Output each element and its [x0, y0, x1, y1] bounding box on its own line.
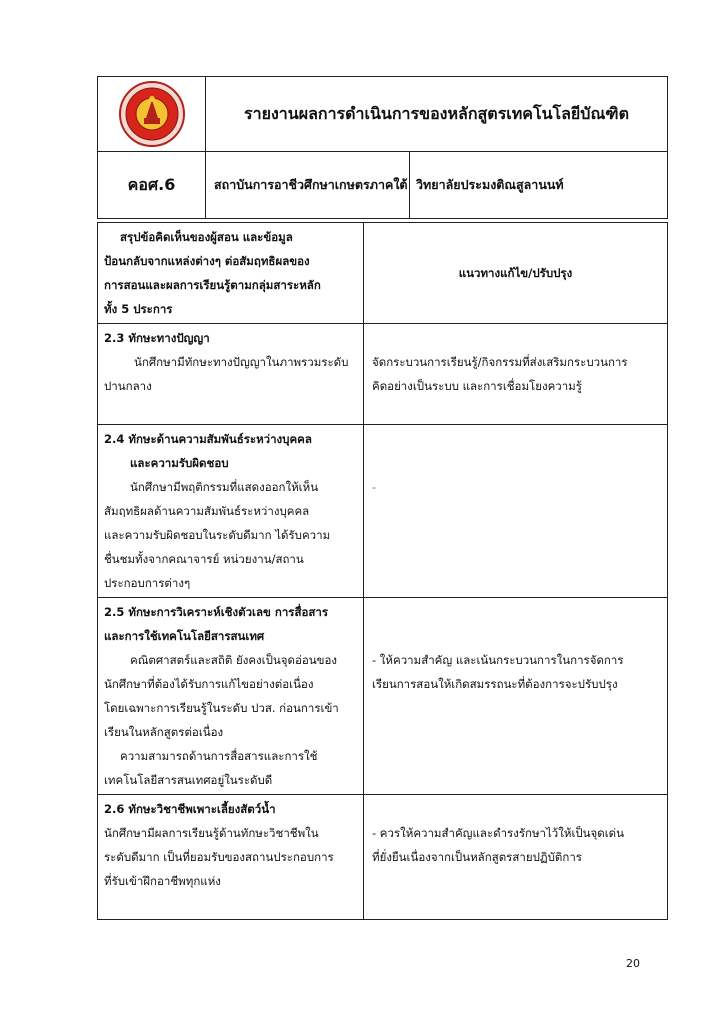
logo-cell — [98, 77, 206, 152]
row-right-cell — [364, 795, 668, 920]
vocational-education-seal-icon — [115, 80, 189, 148]
section-body-line: เทคโนโลยีสารสนเทศอยู่ในระดับดี — [104, 773, 273, 787]
response-line: เรียนการสอนให้เกิดสมรรถนะที่ต้องการจะปรับปรุง — [372, 677, 618, 691]
row-right-cell — [364, 425, 668, 598]
table-row — [98, 598, 668, 795]
form-code: คอศ.6 — [98, 152, 206, 219]
section-body-line: นักศึกษามีพฤติกรรมที่แสดงออกให้เห็น — [130, 480, 319, 494]
header-left-cell — [98, 223, 364, 324]
section-body-line: ปานกลาง — [104, 379, 152, 393]
section-title: 2.4 ทักษะด้านความสัมพันธ์ระหว่างบุคคล — [104, 432, 312, 446]
section-body-line: ระดับดีมาก เป็นที่ยอมรับของสถานประกอบการ — [104, 850, 334, 864]
section-body-line: คณิตศาสตร์และสถิติ ยังคงเป็นจุดอ่อนของ — [130, 653, 338, 667]
table-row — [98, 795, 668, 920]
section-body-line: นักศึกษามีทักษะทางปัญญาในภาพรวมระดับ — [134, 355, 349, 369]
header-left-line: การสอนและผลการเรียนรู้ตามกลุ่มสาระหลัก — [104, 278, 321, 292]
row-right-cell — [364, 324, 668, 425]
response-line: ที่ยั่งยืนเนื่องจากเป็นหลักสูตรสายปฏิบัติการ — [372, 850, 582, 864]
section-body-line: ชื่นชมทั้งจากคณาจารย์ หน่วยงาน/สถาน — [104, 552, 304, 566]
header-left-line: ทั้ง 5 ประการ — [104, 302, 173, 316]
section-title: 2.3 ทักษะทางปัญญา — [104, 331, 210, 345]
section-body-line: นักศึกษามีผลการเรียนรู้ด้านทักษะวิชาชีพใน — [104, 826, 319, 840]
row-left-cell — [98, 795, 364, 920]
section-body-line: และความรับผิดชอบในระดับดีมาก ได้รับความ — [104, 528, 331, 542]
header-right-cell: แนวทางแก้ไข/ปรับปรุง — [364, 223, 668, 324]
response-line: - — [372, 480, 377, 494]
table-row — [98, 324, 668, 425]
response-line: คิดอย่างเป็นระบบ และการเชื่อมโยงความรู้ — [372, 379, 582, 393]
institute-name: สถาบันการอาชีวศึกษาเกษตรภาคใต้ — [206, 152, 410, 219]
row-left-cell — [98, 425, 364, 598]
row-right-cell — [364, 598, 668, 795]
report-title: รายงานผลการดำเนินการของหลักสูตรเทคโนโลยีบัณฑิต — [206, 77, 668, 152]
row-left-cell — [98, 324, 364, 425]
table-header-row — [98, 223, 668, 324]
section-title: 2.5 ทักษะการวิเคราะห์เชิงตัวเลข การสื่อสาร — [104, 605, 329, 619]
section-title-cont: และการใช้เทคโนโลยีสารสนเทศ — [104, 629, 265, 643]
section-title: 2.6 ทักษะวิชาชีพเพาะเลี้ยงสัตว์น้ำ — [104, 802, 276, 816]
section-body-line: นักศึกษาที่ต้องได้รับการแก้ไขอย่างต่อเนื่อง — [104, 677, 314, 691]
section-title-cont: และความรับผิดชอบ — [130, 456, 229, 470]
header-left-line: สรุปข้อคิดเห็นของผู้สอน และข้อมูล — [120, 230, 293, 244]
section-body-line: สัมฤทธิผลด้านความสัมพันธ์ระหว่างบุคคล — [104, 504, 310, 518]
section-body-line: โดยเฉพาะการเรียนรู้ในระดับ ปวส. ก่อนการเข้า — [104, 701, 339, 715]
report-header-table — [97, 76, 668, 219]
row-left-cell — [98, 598, 364, 795]
page-number: 20 — [626, 957, 640, 970]
response-line: - ให้ความสำคัญ และเน้นกระบวนการในการจัดการ — [372, 653, 624, 667]
response-line: - ควรให้ความสำคัญและดำรงรักษาไว้ให้เป็นจุดเด่น — [372, 826, 625, 840]
table-row — [98, 425, 668, 598]
header-left-line: ป้อนกลับจากแหล่งต่างๆ ต่อสัมฤทธิผลของ — [104, 254, 310, 268]
response-line: จัดกระบวนการเรียนรู้/กิจกรรมที่ส่งเสริมกระบวนการ — [372, 355, 628, 369]
section-body-line: ความสามารถด้านการสื่อสารและการใช้ — [120, 749, 318, 763]
college-name: วิทยาลัยประมงติณสูลานนท์ — [410, 152, 668, 219]
section-body-line: ประกอบการต่างๆ — [104, 576, 191, 590]
summary-table — [97, 222, 668, 920]
section-body-line: ที่รับเข้าฝึกอาชีพทุกแห่ง — [104, 874, 221, 888]
section-body-line: เรียนในหลักสูตรต่อเนื่อง — [104, 725, 224, 739]
